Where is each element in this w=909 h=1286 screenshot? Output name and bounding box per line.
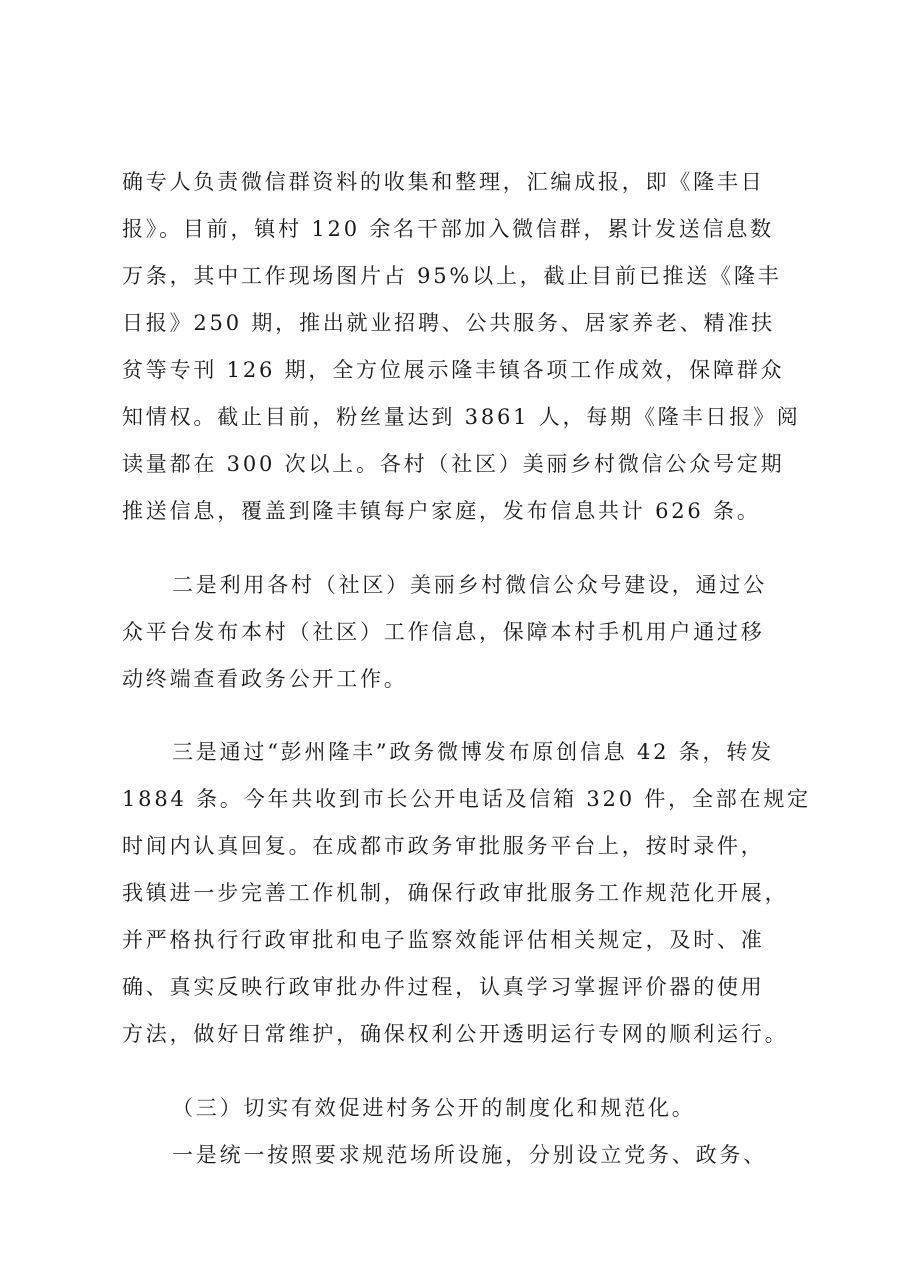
- body-text-line: 方法，做好日常维护，确保权利公开透明运行专网的顺利运行。: [122, 1022, 789, 1046]
- body-text-line: 日报》250 期，推出就业招聘、公共服务、居家养老、精准扶: [122, 311, 775, 335]
- body-text-line: 报》。目前，镇村 120 余名干部加入微信群，累计发送信息数: [122, 217, 774, 241]
- body-text-line: 时间内认真回复。在成都市政务审批服务平台上，按时录件，: [122, 834, 765, 858]
- body-text-line: 万条，其中工作现场图片占 95%以上，截止目前已推送《隆丰: [122, 264, 782, 288]
- paragraph-first-line: 三是通过“彭州隆丰”政务微博发布原创信息 42 条，转发: [172, 740, 774, 764]
- body-text-line: 众平台发布本村（社区）工作信息，保障本村手机用户通过移: [122, 620, 765, 644]
- body-text-line: 确专人负责微信群资料的收集和整理，汇编成报，即《隆丰日: [122, 170, 765, 194]
- body-text-line: 动终端查看政务公开工作。: [122, 667, 408, 691]
- body-text-line: 确、真实反映行政审批办件过程，认真学习掌握评价器的使用: [122, 975, 765, 999]
- section-heading: （三）切实有效促进村务公开的制度化和规范化。: [172, 1096, 696, 1120]
- body-text-line: 1884 条。今年共收到市长公开电话及信箱 320 件，全部在规定: [122, 787, 811, 811]
- body-text-line: 读量都在 300 次以上。各村（社区）美丽乡村微信公众号定期: [122, 452, 785, 476]
- body-text-line: 并严格执行行政审批和电子监察效能评估相关规定，及时、准: [122, 928, 765, 952]
- body-text-line: 贫等专刊 126 期，全方位展示隆丰镇各项工作成效，保障群众: [122, 358, 785, 382]
- paragraph-first-line: 二是利用各村（社区）美丽乡村微信公众号建设，通过公: [172, 573, 767, 597]
- body-text-line: 推送信息，覆盖到隆丰镇每户家庭，发布信息共计 626 条。: [122, 499, 761, 523]
- paragraph-first-line: 一是统一按照要求规范场所设施，分别设立党务、政务、: [172, 1143, 767, 1167]
- body-text-line: 知情权。截止目前，粉丝量达到 3861 人，每期《隆丰日报》阅: [122, 405, 801, 429]
- body-text-line: 我镇进一步完善工作机制，确保行政审批服务工作规范化开展，: [122, 881, 789, 905]
